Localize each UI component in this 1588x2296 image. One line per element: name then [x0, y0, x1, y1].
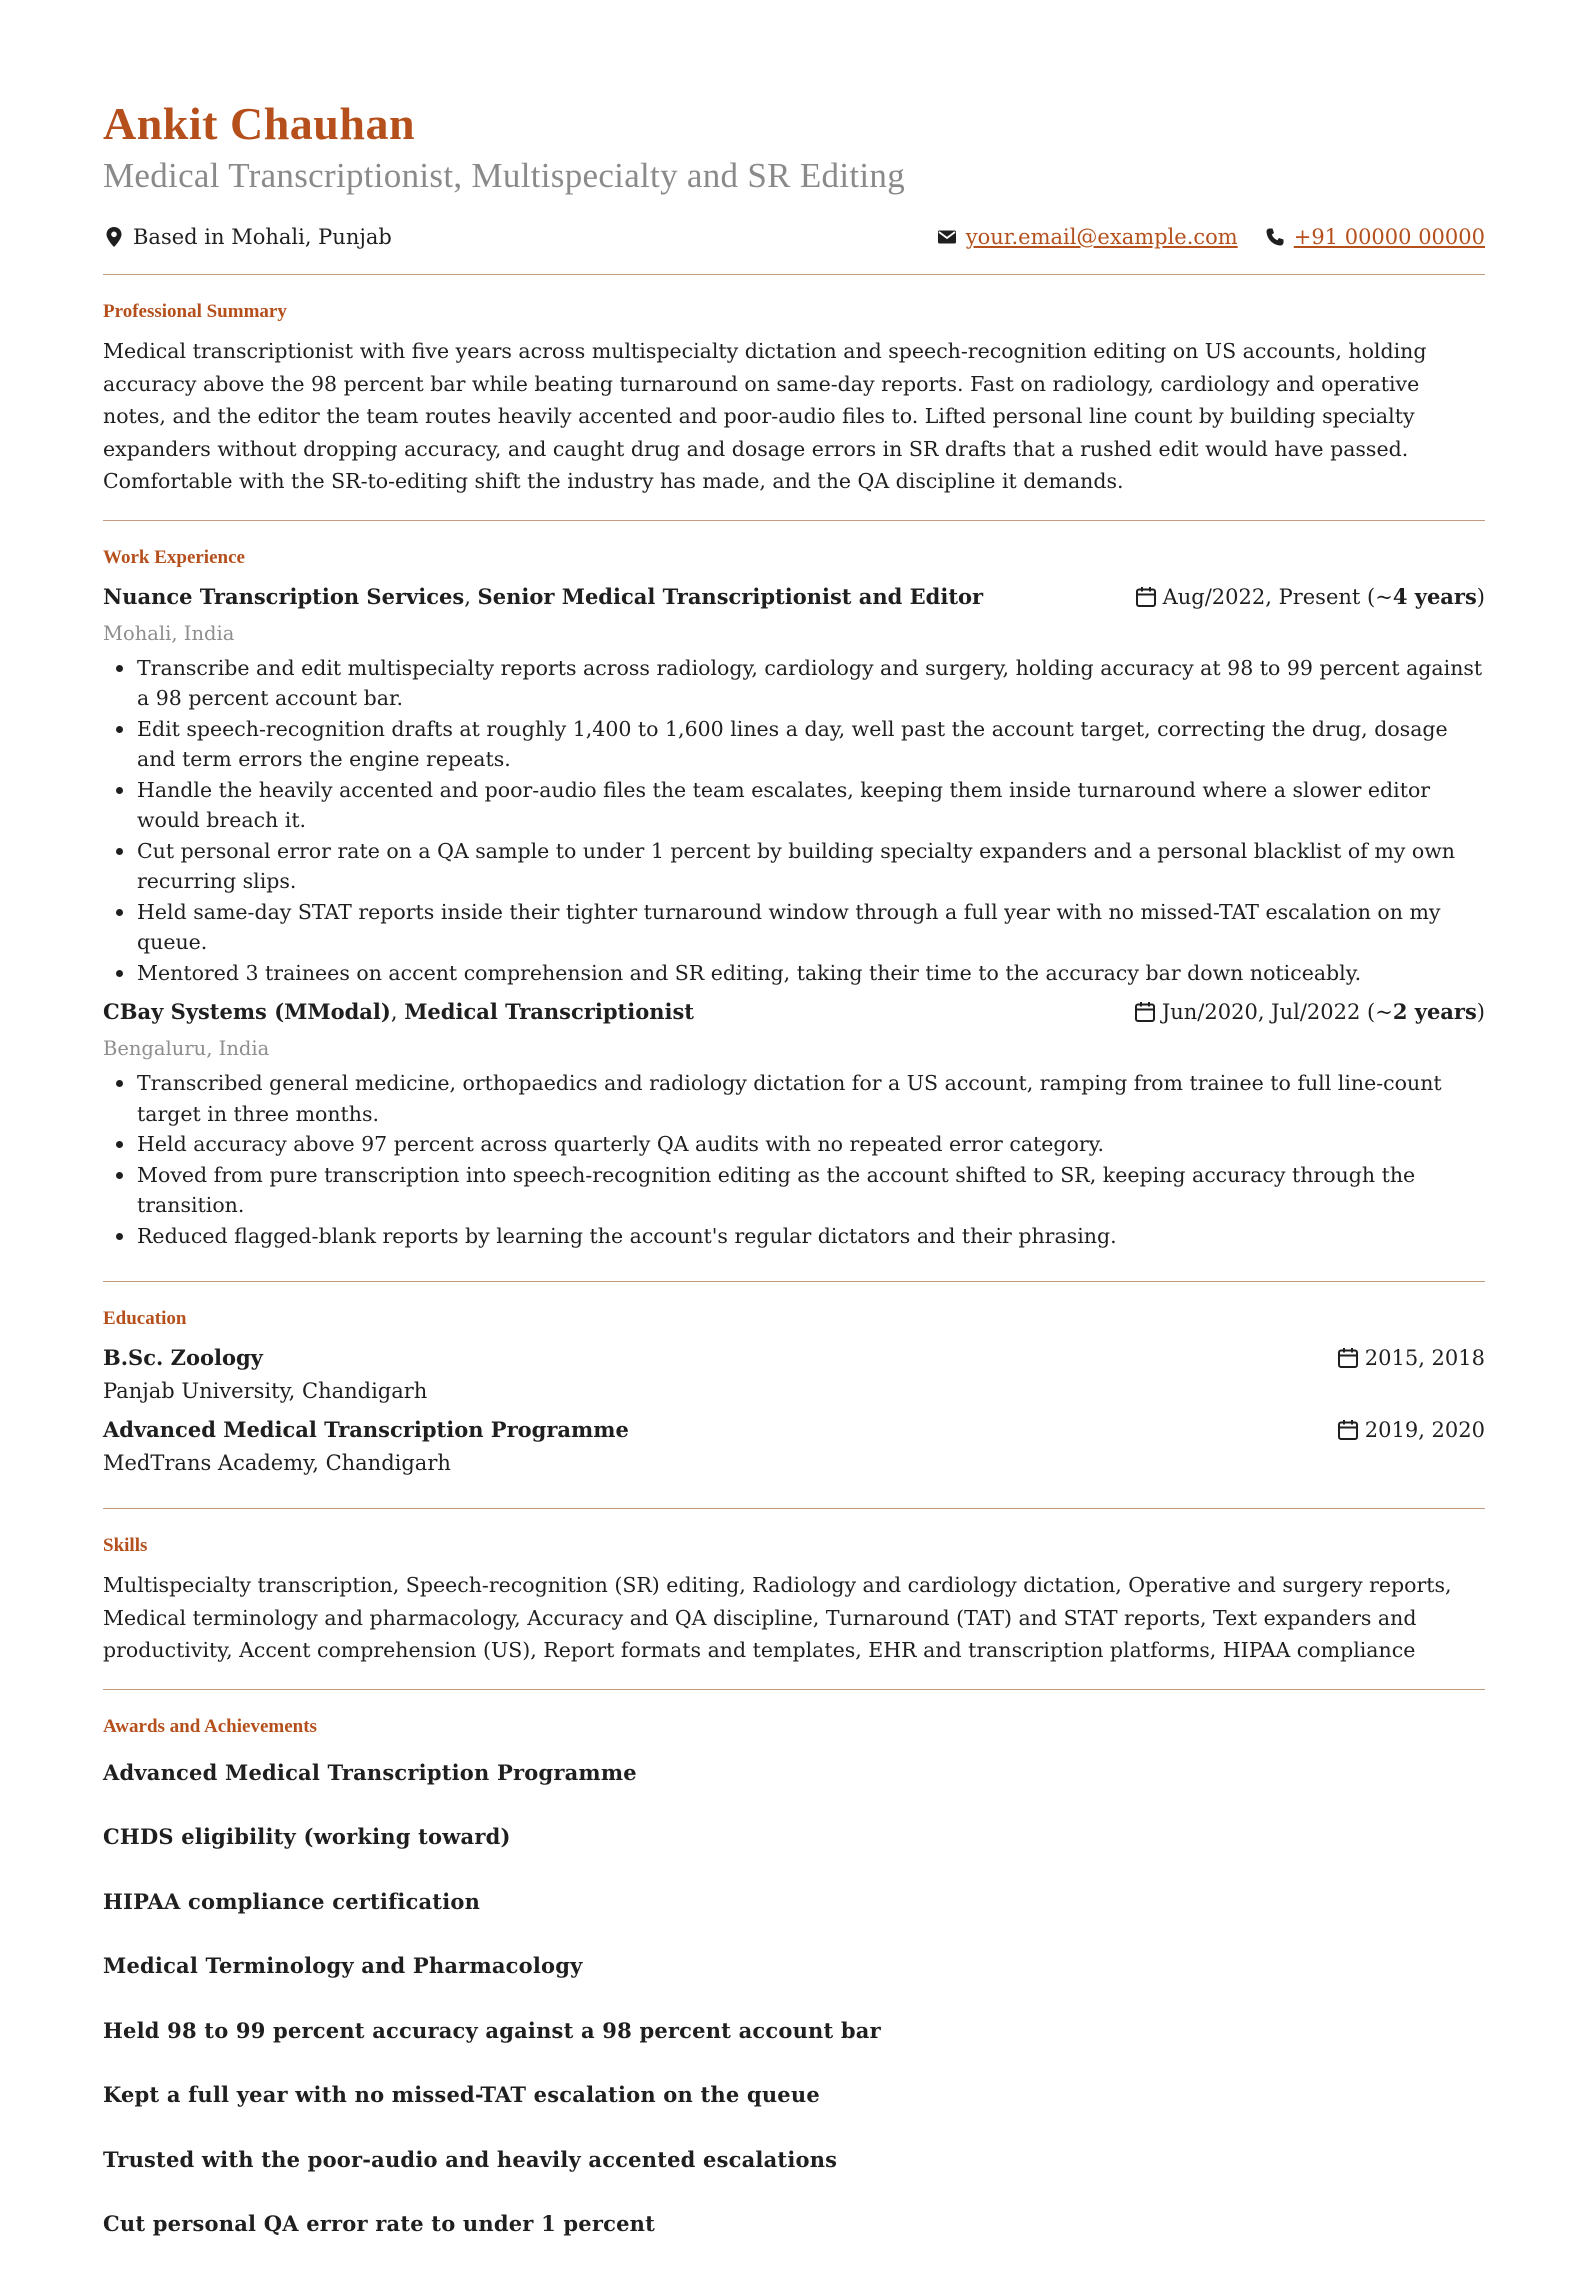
- contact-row: [103, 222, 1485, 252]
- section-title-experience: Work Experience: [103, 546, 245, 568]
- job-title: CBay Systems (MModal), Medical Transcriptionist: [103, 999, 694, 1024]
- location-item: [103, 225, 392, 249]
- calendar-icon: [1337, 1419, 1359, 1441]
- section-title-summary: Professional Summary: [103, 301, 287, 322]
- job-dates: [1134, 996, 1485, 1028]
- phone-link[interactable]: +91 00000 00000: [1293, 225, 1485, 249]
- award-item: Held 98 to 99 percent accuracy against a 98 percent account bar: [103, 2017, 881, 2043]
- list-item: Moved from pure transcription into speech-recognition editing as the account shifted to SR, keeping accuracy through the transition.: [137, 1160, 1485, 1221]
- education-dates: [1337, 1414, 1485, 1446]
- education-entry: [103, 1414, 1485, 1480]
- job-duration: 4 years: [1392, 583, 1477, 609]
- phone-icon: [1264, 226, 1286, 248]
- job-bullets: [103, 1068, 1485, 1251]
- job-entry: [103, 996, 1485, 1251]
- skills-section: [103, 1509, 1485, 1689]
- job-date-close: ): [1476, 584, 1485, 609]
- job-date-range: Jun/2020, Jul/2022 (~: [1161, 1000, 1393, 1024]
- award-item: Trusted with the poor-audio and heavily accented escalations: [103, 2146, 838, 2172]
- job-company: Nuance Transcription Services: [103, 583, 465, 609]
- job-date-close: ): [1476, 1000, 1485, 1024]
- calendar-icon: [1134, 1001, 1156, 1023]
- awards-section: [103, 1690, 1485, 2296]
- list-item: Cut personal error rate on a QA sample to under 1 percent by building specialty expanders and a personal blacklist of my own recurring slips.: [137, 836, 1485, 897]
- list-item: Transcribe and edit multispecialty reports across radiology, cardiology and surgery, holding accuracy at 98 to 99 percent against a 98 percent account bar.: [137, 653, 1485, 714]
- job-title: Nuance Transcription Services, Senior Medical Transcriptionist and Editor: [103, 583, 984, 609]
- education-degree: Advanced Medical Transcription Programme: [103, 1417, 629, 1442]
- award-item: Advanced Medical Transcription Programme: [103, 1759, 637, 1785]
- section-title-skills: Skills: [103, 1535, 148, 1556]
- job-role: Senior Medical Transcriptionist and Editor: [477, 583, 984, 609]
- summary-text: Medical transcriptionist with five years across multispecialty dictation and speech-recognition editing on US accounts, holding accuracy above the 98 percent bar while beating turnaround on same-day reports. Fast on radiology, cardiology and operative notes, and the editor the team routes heavily accented and poor-audio files to. Lifted personal line count by building specialty expanders without dropping accuracy, and caught drug and dosage errors in SR drafts that a rushed edit would have passed. Comfortable with the SR-to-editing shift the industry has made, and the QA discipline it demands.: [103, 339, 1427, 493]
- summary-section: [103, 275, 1485, 520]
- calendar-icon: [1135, 586, 1157, 608]
- job-dates: [1135, 581, 1485, 613]
- experience-section: [103, 521, 1485, 1282]
- award-item: Kept a full year with no missed-TAT escalation on the queue: [103, 2082, 820, 2107]
- list-item: Transcribed general medicine, orthopaedics and radiology dictation for a US account, ramping from trainee to full line-count target in three months.: [137, 1068, 1485, 1129]
- education-header: [103, 1342, 1485, 1374]
- section-title-education: Education: [103, 1308, 187, 1329]
- award-item: Cut personal QA error rate to under 1 percent: [103, 2211, 656, 2236]
- job-company: CBay Systems (MModal): [103, 999, 391, 1024]
- phone-item: [1264, 225, 1485, 249]
- section-title-awards: Awards and Achievements: [103, 1715, 317, 1737]
- education-entry: [103, 1342, 1485, 1408]
- education-date-range: 2015, 2018: [1364, 1346, 1485, 1370]
- education-degree: B.Sc. Zoology: [103, 1345, 263, 1370]
- award-item: Medical Terminology and Pharmacology: [103, 1953, 583, 1978]
- award-item: CHDS eligibility (working toward): [103, 1824, 511, 1849]
- location-text: Based in Mohali, Punjab: [133, 225, 392, 249]
- education-institution: Panjab University, Chandigarh: [103, 1379, 428, 1403]
- list-item: Edit speech-recognition drafts at roughly 1,400 to 1,600 lines a day, well past the account target, correcting the drug, dosage and term errors the engine repeats.: [137, 714, 1485, 775]
- education-header: [103, 1414, 1485, 1446]
- list-item: Held accuracy above 97 percent across quarterly QA audits with no repeated error category.: [137, 1129, 1485, 1160]
- candidate-headline: Medical Transcriptionist, Multispecialty and SR Editing: [103, 156, 906, 195]
- list-item: Handle the heavily accented and poor-audio files the team escalates, keeping them inside turnaround where a slower editor would breach it.: [137, 775, 1485, 836]
- job-header: [103, 581, 1485, 613]
- job-location: Mohali, India: [103, 621, 235, 645]
- education-institution: MedTrans Academy, Chandigarh: [103, 1451, 451, 1475]
- envelope-icon: [936, 226, 958, 248]
- skills-text: Multispecialty transcription, Speech-recognition (SR) editing, Radiology and cardiology dictation, Operative and surgery reports, Medical terminology and pharmacology, Accuracy and QA discipline, Turnaround (TAT) and STAT reports, Text expanders and productivity, Accent comprehension (US), Report formats and templates, EHR and transcription platforms, HIPAA compliance: [103, 1573, 1452, 1662]
- contact-links: [936, 225, 1485, 249]
- job-entry: [103, 581, 1485, 989]
- email-link[interactable]: your.email@example.com: [965, 225, 1238, 249]
- education-section: [103, 1282, 1485, 1508]
- education-dates: [1337, 1342, 1485, 1374]
- list-item: Reduced flagged-blank reports by learning the account's regular dictators and their phrasing.: [137, 1221, 1485, 1252]
- list-item: Mentored 3 trainees on accent comprehension and SR editing, taking their time to the accuracy bar down noticeably.: [137, 958, 1485, 989]
- award-item: HIPAA compliance certification: [103, 1888, 481, 1914]
- job-header: [103, 996, 1485, 1028]
- candidate-name: Ankit Chauhan: [103, 98, 416, 149]
- email-item: [936, 225, 1238, 249]
- job-location: Bengaluru, India: [103, 1037, 270, 1060]
- job-role: Medical Transcriptionist: [404, 999, 694, 1024]
- location-pin-icon: [103, 226, 125, 248]
- job-bullets: [103, 653, 1485, 989]
- list-item: Held same-day STAT reports inside their tighter turnaround window through a full year with no missed-TAT escalation on my queue.: [137, 897, 1485, 958]
- calendar-icon: [1337, 1347, 1359, 1369]
- job-duration: 2 years: [1392, 999, 1477, 1024]
- job-date-range: Aug/2022, Present (~: [1162, 584, 1393, 609]
- education-date-range: 2019, 2020: [1364, 1418, 1485, 1442]
